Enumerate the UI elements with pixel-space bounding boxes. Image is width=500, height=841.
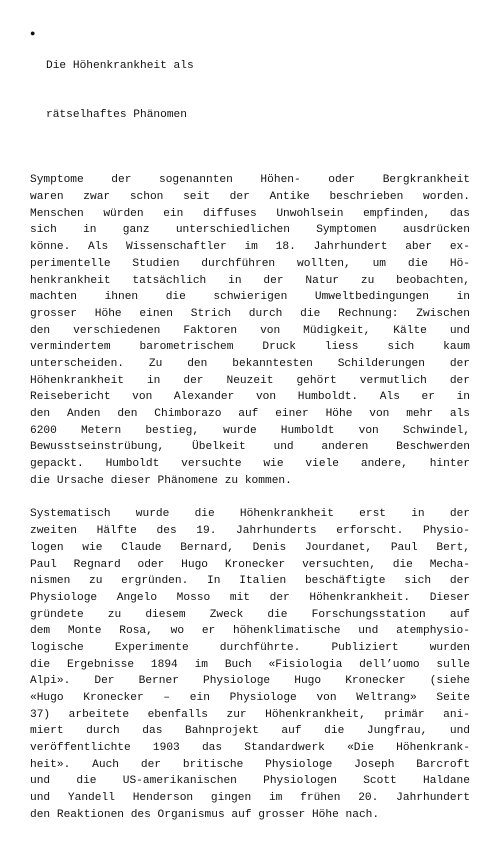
text-line: logen wie Claude Bernard, Denis Jourdanet, Paul Bert, [30, 541, 470, 554]
text-line: dem Monte Rosa, wo er höhenklimatische und atemphysio- [30, 625, 470, 638]
text-line: logische Experimente durchführte. Publiziert wurden [30, 641, 470, 654]
text-line: zweiten Hälfte des 19. Jahrhunderts erforscht. Physio- [30, 525, 470, 538]
text-line: die Ergebnisse 1894 im Buch «Fisiologia dell’uomo sulle [30, 658, 470, 671]
text-line: 37) arbeitete ebenfalls zur Höhenkrankheit, primär ani- [30, 708, 470, 721]
document-page [30, 26, 470, 841]
text-line: den Reaktionen des Organismus auf grosser Höhe nach. [30, 808, 380, 821]
text-line: vermindertem barometrischem Druck liess sich kaum [30, 341, 470, 354]
text-line: den verschiedenen Faktoren von Müdigkeit, Kälte und [30, 324, 470, 337]
text-line: sich in ganz unterschiedlichen Symptomen ausdrücken [30, 224, 470, 237]
text-line: waren zwar schon seit der Antike beschrieben worden. [30, 191, 470, 204]
section-heading-text [46, 26, 194, 155]
text-line: Höhenkrankheit in der Neuzeit gehört vermutlich der [30, 374, 470, 387]
paragraph [30, 506, 470, 823]
text-line: und die US-amerikanischen Physiologen Scott Haldane [30, 775, 470, 788]
text-line: grosser Höhe einen Strich durch die Rechnung: Zwischen [30, 307, 470, 320]
text-line: Menschen würden ein diffuses Unwohlsein empfinden, das [30, 207, 470, 220]
text-line: Paul Regnard oder Hugo Kronecker versuchten, die Mecha- [30, 558, 470, 571]
text-line: heit». Auch der britische Physiologe Joseph Barcroft [30, 758, 470, 771]
text-line: gepackt. Humboldt versuchte wie viele andere, hinter [30, 458, 470, 471]
heading-line: rätselhaftes Phänomen [46, 108, 187, 121]
text-line: Alpi». Der Berner Physiologe Hugo Kronecker (siehe [30, 675, 470, 688]
paragraph [30, 172, 470, 489]
text-line: Symptome der sogenannten Höhen- oder Bergkrankheit [30, 174, 470, 187]
section-heading [30, 26, 470, 155]
text-line: «Hugo Kronecker – ein Physiologe von Weltrang» Seite [30, 692, 470, 704]
bullet-icon: ● [30, 29, 36, 39]
text-line: die Ursache dieser Phänomene zu kommen. [30, 474, 292, 487]
heading-line: Die Höhenkrankheit als [46, 60, 194, 72]
text-line: Bewusstseinstrübung, Übelkeit und anderen Beschwerden [30, 441, 470, 454]
text-line: veröffentlichte 1903 das Standardwerk «Die Höhenkrank- [30, 742, 470, 755]
text-line: den Anden den Chimborazo auf einer Höhe von mehr als [30, 408, 470, 420]
text-line: miert durch das Bahnprojekt auf die Jungfrau, und [30, 725, 470, 738]
text-line: unterscheiden. Zu den bekanntesten Schilderungen der [30, 357, 470, 370]
text-line: Systematisch wurde die Höhenkrankheit erst in der [30, 508, 470, 521]
text-line: 6200 Metern bestieg, wurde Humboldt von Schwindel, [30, 424, 470, 437]
text-line: perimentelle Studien durchführen wollten, um die Hö- [30, 257, 470, 270]
text-line: Reisebericht von Alexander von Humboldt. Als er in [30, 391, 470, 404]
text-line: und Yandell Henderson gingen im frühen 20. Jahrhundert [30, 792, 470, 805]
body-text [30, 172, 470, 823]
text-line: nismen zu ergründen. In Italien beschäftigte sich der [30, 575, 470, 588]
text-line: henkrankheit tatsächlich in der Natur zu beobachten, [30, 274, 470, 287]
text-line: könne. Als Wissenschaftler im 18. Jahrhundert aber ex- [30, 241, 470, 254]
text-line: machten ihnen die schwierigen Umweltbedingungen in [30, 291, 470, 304]
text-line: Physiologe Angelo Mosso mit der Höhenkrankheit. Dieser [30, 591, 470, 604]
text-line: gründete zu diesem Zweck die Forschungsstation auf [30, 608, 470, 621]
